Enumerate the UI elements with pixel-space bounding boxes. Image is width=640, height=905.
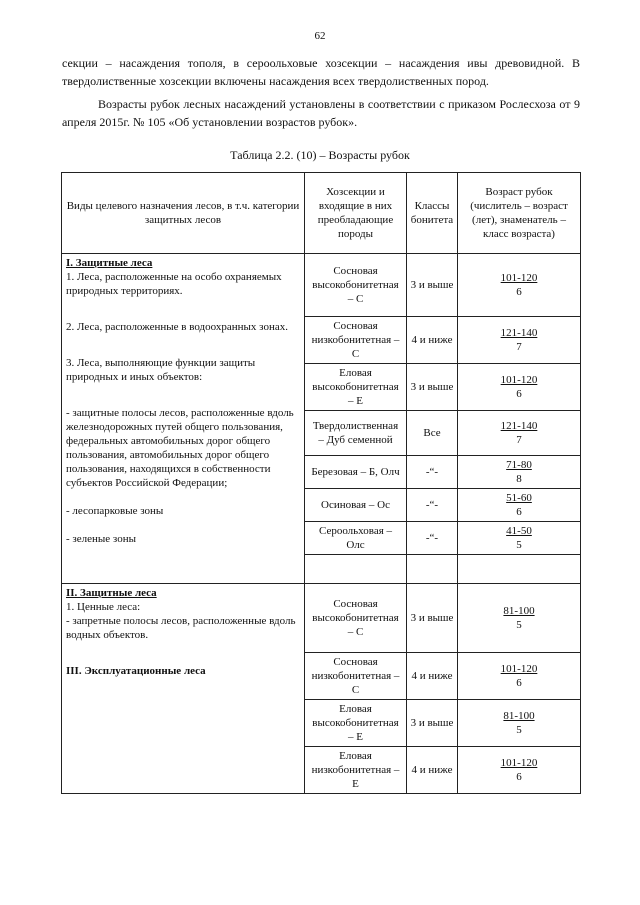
age-denominator: 5 <box>516 619 522 631</box>
age-cell <box>458 747 581 794</box>
hozsection-cell: Еловая высокобонитетная – Е <box>305 700 407 747</box>
section-2-item-1: 1. Ценные леса: <box>66 601 141 613</box>
age-cell <box>458 254 581 317</box>
age-denominator: 6 <box>516 506 522 518</box>
age-numerator: 121-140 <box>500 327 538 339</box>
age-denominator: 5 <box>516 539 522 551</box>
hozsection-cell: Еловая высокобонитетная – Е <box>305 364 407 411</box>
header-klass: Классы бонитета <box>407 173 458 254</box>
header-vid: Виды целевого назначения лесов, в т.ч. категории защитных лесов <box>62 173 305 254</box>
age-numerator: 81-100 <box>503 710 535 722</box>
section-1-item-3b: - лесопарковые зоны <box>66 505 164 517</box>
table-caption: Таблица 2.2. (10) – Возрасты рубок <box>230 148 410 162</box>
age-denominator: 8 <box>516 473 522 485</box>
age-denominator: 7 <box>516 341 522 353</box>
page-number: 62 <box>314 30 326 42</box>
hozsection-cell: Еловая низкобонитетная – Е <box>305 747 407 794</box>
cutting-age-table <box>61 172 581 794</box>
section-1-item-2: 2. Леса, расположенные в водоохранных зонах. <box>66 321 288 333</box>
age-cell <box>458 411 581 456</box>
hozsection-cell: Сосновая высокобонитетная – С <box>305 584 407 653</box>
class-cell: 4 и ниже <box>407 317 458 364</box>
age-denominator: 6 <box>516 677 522 689</box>
class-cell: 3 и выше <box>407 254 458 317</box>
age-numerator: 101-120 <box>500 272 538 284</box>
class-cell: 4 и ниже <box>407 653 458 700</box>
age-denominator: 7 <box>516 434 522 446</box>
table-row <box>62 584 581 653</box>
age-numerator: 101-120 <box>500 757 538 769</box>
age-cell <box>458 653 581 700</box>
class-cell: 3 и выше <box>407 584 458 653</box>
section-1-cell <box>62 254 305 584</box>
hozsection-cell: Сосновая низкобонитетная – С <box>305 317 407 364</box>
section-1-item-1: 1. Леса, расположенные на особо охраняемых природных территориях. <box>66 271 282 297</box>
age-cell <box>458 456 581 489</box>
age-cell <box>458 489 581 522</box>
paragraph-1: секции – насаждения тополя, в сероольховые хозсекции – насаждения ивы древовидной. В твердолиственные хозсекции включены насаждения всех твердолиственных пород. <box>62 56 580 88</box>
hozsection-cell: Сосновая высокобонитетная – С <box>305 254 407 317</box>
age-denominator: 6 <box>516 388 522 400</box>
age-denominator: 5 <box>516 724 522 736</box>
class-cell: Все <box>407 411 458 456</box>
age-numerator: 101-120 <box>500 663 538 675</box>
class-cell: -“- <box>407 489 458 522</box>
hozsection-cell: Сосновая низкобонитетная – С <box>305 653 407 700</box>
section-2-title: II. Защитные леса <box>66 587 157 599</box>
age-numerator: 101-120 <box>500 374 538 386</box>
age-numerator: 81-100 <box>503 605 535 617</box>
class-cell: -“- <box>407 456 458 489</box>
table-row <box>62 254 581 317</box>
section-1-item-3c: - зеленые зоны <box>66 533 136 545</box>
section-1-item-3a: - защитные полосы лесов, расположенные вдоль железнодорожных путей общего пользования, федеральных автомобильных дорог общего пользования, автомобильных дорог общего пользования, находящихся в собственности субъектов Российской Федерации; <box>66 407 294 489</box>
hozsection-cell: Осиновая – Ос <box>305 489 407 522</box>
age-numerator: 51-60 <box>506 492 532 504</box>
hozsection-cell: Сероольховая – Олс <box>305 522 407 555</box>
section-1-title: I. Защитные леса <box>66 257 153 269</box>
class-cell: -“- <box>407 522 458 555</box>
age-numerator: 71-80 <box>506 459 532 471</box>
section-1-item-3: 3. Леса, выполняющие функции защиты природных и иных объектов: <box>66 357 256 383</box>
age-cell <box>458 700 581 747</box>
hozsection-cell: Твердолиственная – Дуб семенной <box>305 411 407 456</box>
age-denominator: 6 <box>516 771 522 783</box>
age-cell <box>458 522 581 555</box>
age-cell <box>458 584 581 653</box>
age-denominator: 6 <box>516 286 522 298</box>
table-header-row <box>62 173 581 254</box>
age-numerator: 121-140 <box>500 420 538 432</box>
class-cell: 4 и ниже <box>407 747 458 794</box>
header-age: Возраст рубок (числитель – возраст (лет), знаменатель – класс возраста) <box>458 173 581 254</box>
empty-cell <box>458 555 581 584</box>
class-cell: 3 и выше <box>407 700 458 747</box>
empty-cell <box>305 555 407 584</box>
header-hozsection: Хозсекции и входящие в них преобладающие породы <box>305 173 407 254</box>
empty-cell <box>407 555 458 584</box>
section-3-title: III. Эксплуатационные леса <box>66 665 206 677</box>
section-2-item-1a: - запретные полосы лесов, расположенные вдоль водных объектов. <box>66 615 296 641</box>
age-numerator: 41-50 <box>506 525 532 537</box>
class-cell: 3 и выше <box>407 364 458 411</box>
section-2-cell <box>62 584 305 794</box>
hozsection-cell: Березовая – Б, Олч <box>305 456 407 489</box>
age-cell <box>458 317 581 364</box>
age-cell <box>458 364 581 411</box>
paragraph-2: Возрасты рубок лесных насаждений установлены в соответствии с приказом Рослесхоза от 9 апреля 2015г. № 105 «Об установлении возрастов рубок». <box>62 97 580 129</box>
